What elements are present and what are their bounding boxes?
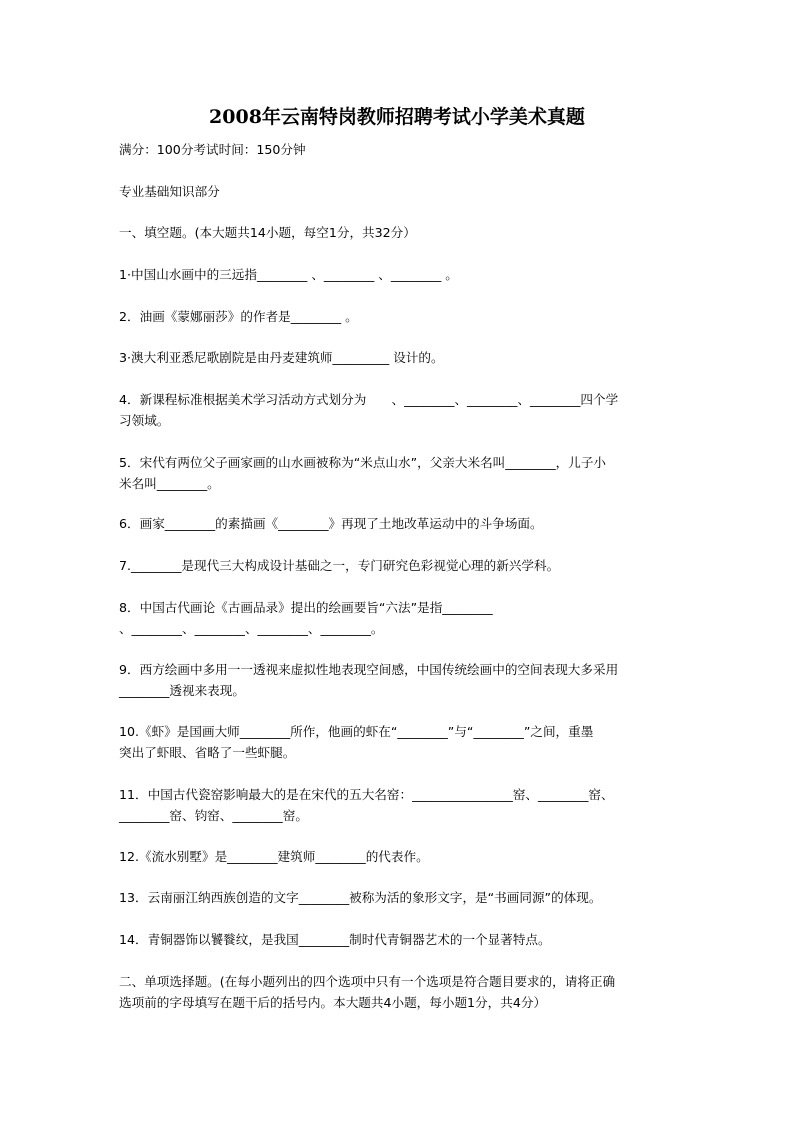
part1-heading: 一、填空题。(本大题共14小题，每空1分，共32分） xyxy=(119,225,416,240)
question-1: 1·中国山水画中的三远指________ 、________ 、________ 。 xyxy=(119,267,458,282)
section-label: 专业基础知识部分 xyxy=(119,184,220,199)
question-3: 3·澳大利亚悉尼歌剧院是由丹麦建筑师_________ 设计的。 xyxy=(119,350,444,365)
question-12: 12.《流水别墅》是________建筑师________的代表作。 xyxy=(119,849,429,864)
question-6: 6．画家________的素描画《________》再现了土地改革运动中的斗争场面。 xyxy=(119,516,543,531)
question-14: 14．青铜器饰以饕餮纹，是我国________制时代青铜器艺术的一个显著特点。 xyxy=(119,932,551,947)
question-13: 13．云南丽江纳西族创造的文字________被称为活的象形文字，是“书画同源”的体现。 xyxy=(119,890,602,905)
question-8: 8．中国古代画论《古画品录》提出的绘画要旨“六法”是指________ 、________、________、________、________。 xyxy=(119,600,493,636)
question-4: 4．新课程标准根据美术学习活动方式划分为 、________、________、________四个学 习领域。 xyxy=(119,392,619,428)
part2-heading: 二、单项选择题。(在每小题列出的四个选项中只有一个选项是符合题目要求的，请将正确 选项前的字母填写在题干后的括号内。本大题共4小题，每小题1分，共4分） xyxy=(119,974,616,1010)
question-11: 11．中国古代瓷窑影响最大的是在宋代的五大名窑：________________窑、________窑、 ________窑、钧窑、________窑。 xyxy=(119,787,614,823)
question-10: 10.《虾》是国画大师________所作，他画的虾在“________”与“________”之间，重墨 突出了虾眼、省略了一些虾腿。 xyxy=(119,724,594,760)
question-7: 7.________是现代三大构成设计基础之一，专门研究色彩视觉心理的新兴学科。 xyxy=(119,558,560,573)
document-title: 2008年云南特岗教师招聘考试小学美术真题 xyxy=(209,106,585,128)
question-5: 5．宋代有两位父子画家画的山水画被称为“米点山水”，父亲大米名叫________，儿子小 米名叫________。 xyxy=(119,455,607,491)
question-2: 2．油画《蒙娜丽莎》的作者是________ 。 xyxy=(119,309,358,324)
question-9: 9．西方绘画中多用一一透视来虚拟性地表现空间感，中国传统绘画中的空间表现大多采用 ________透视来表现。 xyxy=(119,662,619,698)
exam-meta: 满分：100分考试时间：150分钟 xyxy=(119,142,306,157)
